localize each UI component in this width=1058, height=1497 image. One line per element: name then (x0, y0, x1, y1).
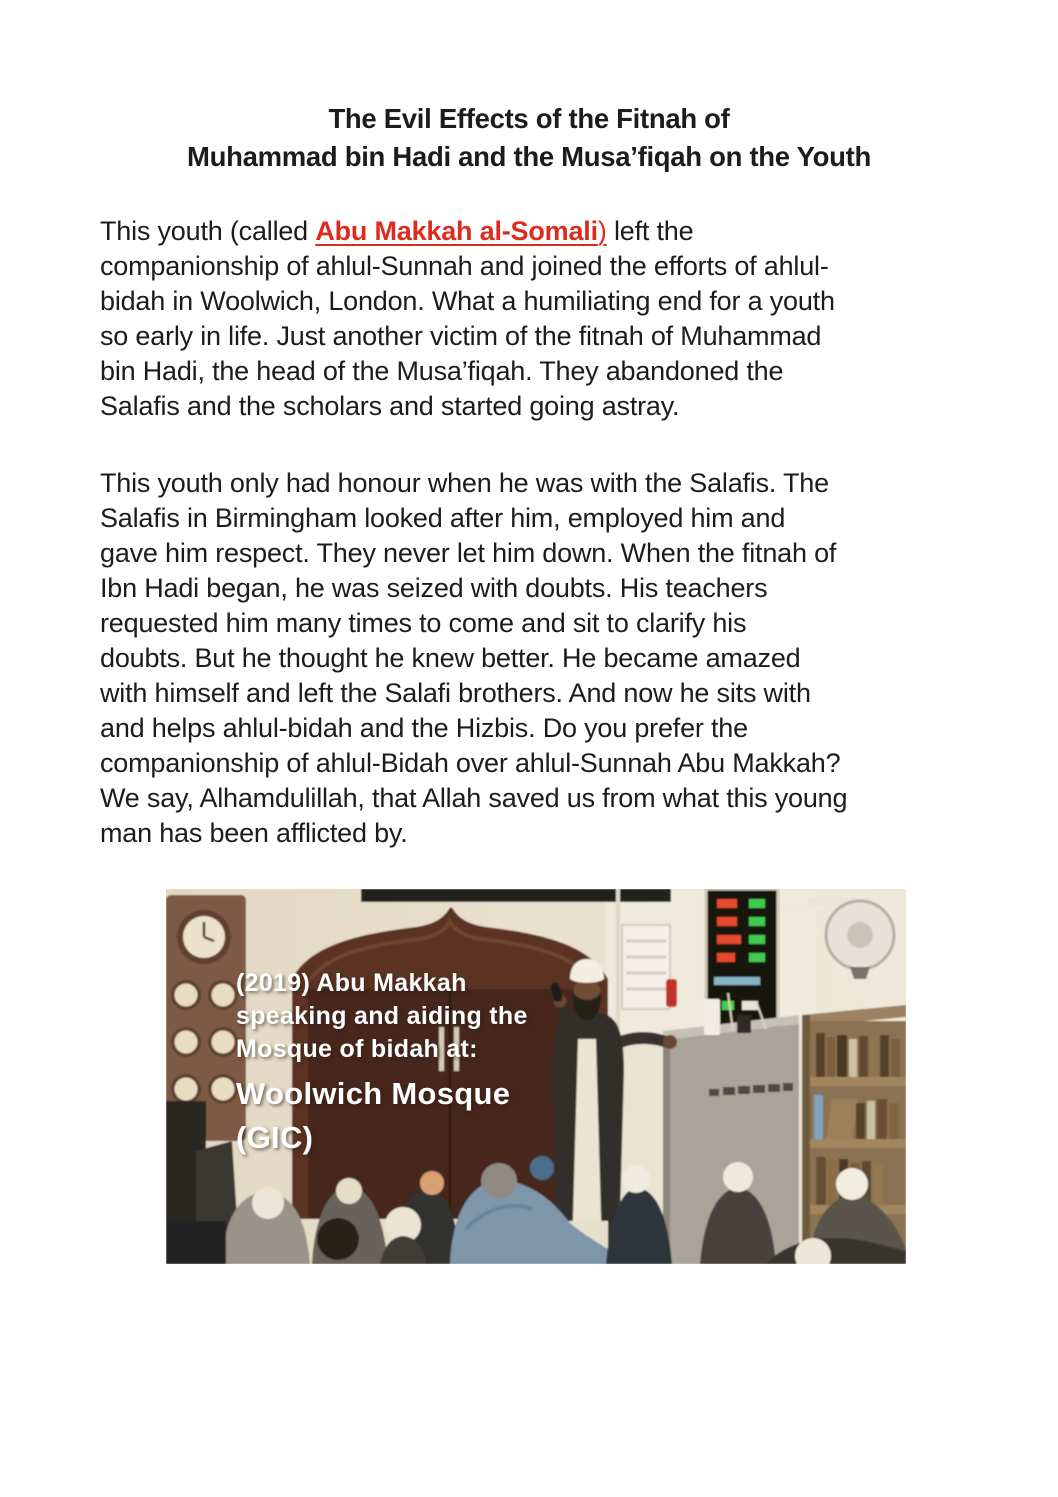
cream-kufi (336, 1178, 362, 1204)
text-line: doubts. But he thought he knew better. He became amazed (100, 643, 801, 673)
abu-makkah-link-text[interactable]: Abu Makkah al-Somali (315, 216, 598, 246)
p1-pre-text: This youth (called (100, 216, 316, 246)
p1-after-link: left the (606, 216, 694, 246)
paragraph-2 (100, 466, 847, 851)
abu-makkah-link-paren[interactable]: ) (597, 216, 607, 246)
caption-line-2: speaking and aiding the (236, 1002, 528, 1030)
text-line: This youth only had honour when he was with the Salafis. The (100, 468, 829, 498)
text-line: so early in life. Just another victim of the fitnah of Muhammad (100, 321, 822, 351)
text-line: bidah in Woolwich, London. What a humiliating end for a youth (100, 286, 835, 316)
caption-line-5: (GIC) (236, 1120, 314, 1155)
paragraph-1 (100, 214, 835, 424)
text-line: Salafis and the scholars and started going astray. (100, 391, 680, 421)
text-line: companionship of ahlul-Bidah over ahlul-Sunnah Abu Makkah? (100, 748, 841, 778)
white-kufi (622, 1165, 650, 1193)
fire-extinguisher (666, 979, 677, 1007)
caption-line-3: Mosque of bidah at: (236, 1035, 478, 1063)
grey-beanie (481, 1163, 517, 1199)
text-line: We say, Alhamdulillah, that Allah saved us from what this young (100, 783, 848, 813)
small-box (737, 1015, 751, 1033)
blue-cap (530, 1156, 554, 1180)
title-line-2: Muhammad bin Hadi and the Musa’fiqah on the Youth (186, 141, 871, 172)
page-title (0, 100, 1058, 176)
photo-caption (236, 967, 528, 1160)
text-line: bin Hadi, the head of the Musa’fiqah. They abandoned the (100, 356, 784, 386)
peach-beanie (420, 1171, 444, 1195)
text-line: requested him many times to come and sit to clarify his (100, 608, 747, 638)
abu-makkah-link[interactable] (315, 216, 606, 246)
text-line: gave him respect. They never let him down. When the fitnah of (100, 538, 837, 568)
ac-vent-unit (622, 925, 670, 1009)
text-line: with himself and left the Salafi brothers. And now he sits with (100, 678, 811, 708)
white-kufi (836, 1168, 868, 1200)
white-cup (704, 999, 720, 1035)
caption-line-1: (2019) Abu Makkah (236, 969, 467, 997)
text-line: Ibn Hadi began, he was seized with doubts. His teachers (100, 573, 768, 603)
text-line: man has been afflicted by. (100, 818, 408, 848)
white-kufi (723, 1162, 753, 1192)
text-line (100, 214, 835, 249)
text-line: companionship of ahlul-Sunnah and joined the efforts of ahlul- (100, 251, 829, 281)
white-beanie (252, 1187, 284, 1219)
mosque-photo (166, 889, 906, 1264)
title-line-1: The Evil Effects of the Fitnah of (328, 103, 730, 134)
caption-line-4: Woolwich Mosque (236, 1076, 511, 1111)
speaker-left-hand (663, 1035, 677, 1049)
text-line: and helps ahlul-bidah and the Hizbis. Do you prefer the (100, 713, 748, 743)
text-line: Salafis in Birmingham looked after him, employed him and (100, 503, 786, 533)
dark-hair-head (317, 1218, 359, 1260)
tv-screen (361, 889, 671, 902)
